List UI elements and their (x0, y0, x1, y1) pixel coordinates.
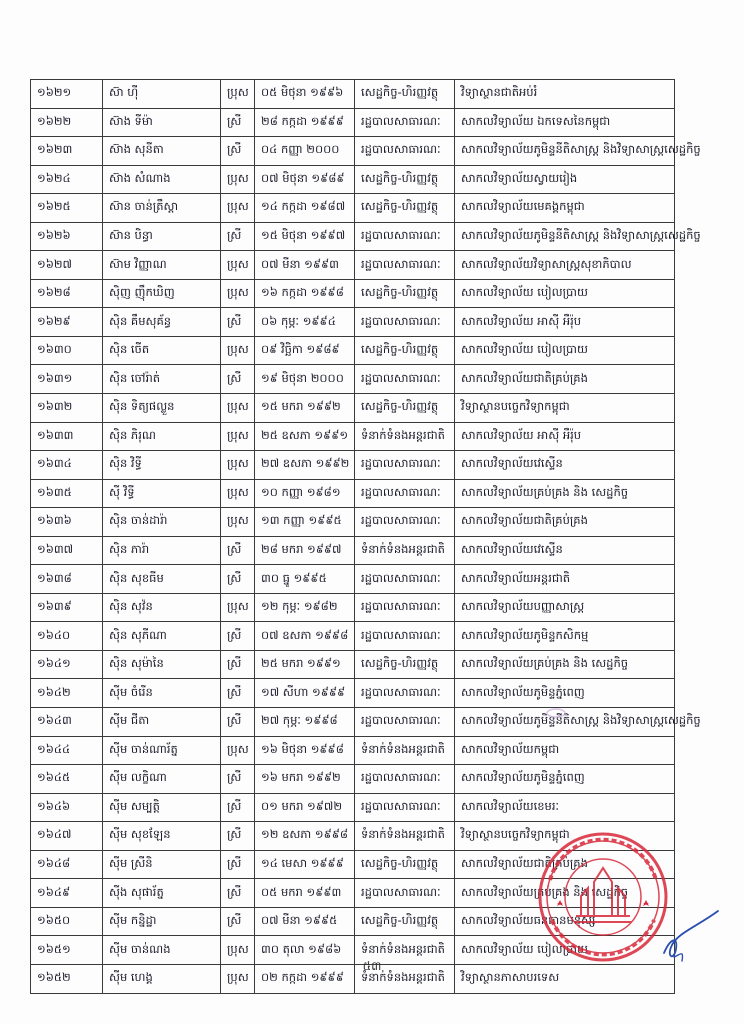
sex-cell: ស្រី (221, 308, 255, 337)
name-cell: ស៊ីម សុខឡែន (103, 822, 221, 851)
name-cell: ស៊ីម ចាន់ណង (103, 936, 221, 965)
name-cell: ស៊ាង ទីម៉ា (103, 108, 221, 137)
major-cell: សេដ្ឋកិច្ច-ហិរញ្ញវត្ថុ (355, 850, 455, 879)
page-number: ៥៣ (362, 959, 382, 973)
major-cell: រដ្ឋបាលសាធារណៈ (355, 251, 455, 280)
major-cell: រដ្ឋបាលសាធារណៈ (355, 708, 455, 737)
table-row (31, 565, 675, 594)
table-row (31, 793, 675, 822)
table-row (31, 508, 675, 537)
table-row (31, 80, 675, 109)
sex-cell: ប្រុស (221, 394, 255, 423)
row-number-cell: ១៦២៦ (31, 222, 103, 251)
sex-cell: ស្រី (221, 679, 255, 708)
sex-cell: ស្រី (221, 765, 255, 794)
row-number-cell: ១៦៥២ (31, 964, 103, 993)
institution-cell: សាកលវិទ្យាល័យបញ្ញាសាស្ត្រ (455, 593, 675, 622)
table-row (31, 308, 675, 337)
institution-cell: វិទ្យាស្ថានបច្ចេកវិទ្យាកម្ពុជា (455, 822, 675, 851)
name-cell: ស៊ិន ទិត្យផល្លួន (103, 394, 221, 423)
table-row (31, 165, 675, 194)
institution-cell: សាកលវិទ្យាល័យជាតិគ្រប់គ្រង (455, 850, 675, 879)
birth-date-cell: ១៥ មិថុនា ១៩៩៧ (255, 222, 355, 251)
table-row (31, 279, 675, 308)
major-cell: រដ្ឋបាលសាធារណៈ (355, 765, 455, 794)
institution-cell: សាកលវិទ្យាល័យវេស្ទើន (455, 451, 675, 480)
row-number-cell: ១៦៣៩ (31, 593, 103, 622)
row-number-cell: ១៦៤៣ (31, 708, 103, 737)
name-cell: ស៊ិន គឹមសុគ័ន្ធ (103, 308, 221, 337)
major-cell: រដ្ឋបាលសាធារណៈ (355, 451, 455, 480)
row-number-cell: ១៦៤៨ (31, 850, 103, 879)
institution-cell: វិទ្យាស្ថានបច្ចេកវិទ្យាកម្ពុជា (455, 394, 675, 423)
row-number-cell: ១៦២៣ (31, 137, 103, 166)
name-cell: ស៊ីង សុផារ័ត្ន (103, 879, 221, 908)
row-number-cell: ១៦៤៤ (31, 736, 103, 765)
major-cell: សេដ្ឋកិច្ច-ហិរញ្ញវត្ថុ (355, 650, 455, 679)
row-number-cell: ១៦២៩ (31, 308, 103, 337)
major-cell: រដ្ឋបាលសាធារណៈ (355, 479, 455, 508)
name-cell: ស៊ីម លក្ខិណា (103, 765, 221, 794)
table-row (31, 536, 675, 565)
name-cell: ស៊ាង សំណាង (103, 165, 221, 194)
sex-cell: ប្រុស (221, 165, 255, 194)
sex-cell: ស្រី (221, 879, 255, 908)
institution-cell: សាកលវិទ្យាល័យកម្ពុជា (455, 736, 675, 765)
name-cell: ស៊ាង សុនីតា (103, 137, 221, 166)
birth-date-cell: ១៧ សីហា ១៩៩៩ (255, 679, 355, 708)
institution-cell: សាកលវិទ្យាល័យស្វាយរៀង (455, 165, 675, 194)
name-cell: ស៊ិន សុវ៉ន (103, 593, 221, 622)
major-cell: សេដ្ឋកិច្ច-ហិរញ្ញវត្ថុ (355, 279, 455, 308)
institution-cell: សាកលវិទ្យាល័យធនធានមនុស្ស (455, 907, 675, 936)
institution-cell: សាកលវិទ្យាល័យ បៀលប្រាយ (455, 936, 675, 965)
row-number-cell: ១៦២២ (31, 108, 103, 137)
row-number-cell: ១៦៤៧ (31, 822, 103, 851)
institution-cell: សាកលវិទ្យាល័យ បៀលប្រាយ (455, 279, 675, 308)
name-cell: ស៊ិន ភិរុណ (103, 422, 221, 451)
table-row (31, 336, 675, 365)
sex-cell: ស្រី (221, 793, 255, 822)
sex-cell: ប្រុស (221, 736, 255, 765)
major-cell: សេដ្ឋកិច្ច-ហិរញ្ញវត្ថុ (355, 336, 455, 365)
row-number-cell: ១៦៣៥ (31, 479, 103, 508)
major-cell: រដ្ឋបាលសាធារណៈ (355, 222, 455, 251)
row-number-cell: ១៦៤០ (31, 622, 103, 651)
row-number-cell: ១៦៣៧ (31, 536, 103, 565)
major-cell: រដ្ឋបាលសាធារណៈ (355, 879, 455, 908)
major-cell: ទំនាក់ទំនងអន្តរជាតិ (355, 736, 455, 765)
row-number-cell: ១៦៣២ (31, 394, 103, 423)
sex-cell: ស្រី (221, 108, 255, 137)
birth-date-cell: ១៦ មករា ១៩៩២ (255, 765, 355, 794)
sex-cell: ប្រុស (221, 251, 255, 280)
name-cell: ស៊ាន ចាន់ត្រឹស្តា (103, 194, 221, 223)
institution-cell: សាកលវិទ្យាល័យភូមិន្ទនីតិសាស្ត្រ និងវិទ្យាសាស្ត្រសេដ្ឋកិច្ច (455, 708, 675, 737)
name-cell: ស៊ីម កន្និដ្ឋា (103, 907, 221, 936)
name-cell: ស៊ាម វិញ្ញាណ (103, 251, 221, 280)
sex-cell: ស្រី (221, 536, 255, 565)
table-row (31, 765, 675, 794)
table-row (31, 650, 675, 679)
birth-date-cell: ០៧ មិថុនា ១៩៨៩ (255, 165, 355, 194)
name-cell: ស៊ិន ភារ៉ា (103, 536, 221, 565)
major-cell: សេដ្ឋកិច្ច-ហិរញ្ញវត្ថុ (355, 194, 455, 223)
name-cell: ស៊ី វិទ្ធី (103, 479, 221, 508)
sex-cell: ប្រុស (221, 194, 255, 223)
institution-cell: សាកលវិទ្យាល័យជាតិគ្រប់គ្រង (455, 365, 675, 394)
birth-date-cell: ០៧ មីនា ១៩៩៣ (255, 251, 355, 280)
table-row (31, 451, 675, 480)
birth-date-cell: ១៤ កក្កដា ១៩៨៧ (255, 194, 355, 223)
sex-cell: ស្រី (221, 137, 255, 166)
sex-cell: ប្រុស (221, 80, 255, 109)
sex-cell: ស្រី (221, 907, 255, 936)
birth-date-cell: ០៦ កុម្ភៈ ១៩៩៤ (255, 308, 355, 337)
name-cell: ស៊ិញ ញ៉ឹកឃិញ (103, 279, 221, 308)
table-row (31, 593, 675, 622)
major-cell: រដ្ឋបាលសាធារណៈ (355, 622, 455, 651)
sex-cell: ស្រី (221, 822, 255, 851)
row-number-cell: ១៦៣១ (31, 365, 103, 394)
major-cell: រដ្ឋបាលសាធារណៈ (355, 679, 455, 708)
handwritten-signature (656, 905, 726, 967)
name-cell: ស៊ីម ស្រីនិ (103, 850, 221, 879)
name-cell: ស៊ីម ចំរើន (103, 679, 221, 708)
major-cell: រដ្ឋបាលសាធារណៈ (355, 565, 455, 594)
row-number-cell: ១៦៥០ (31, 907, 103, 936)
major-cell: ទំនាក់ទំនងអន្តរជាតិ (355, 964, 455, 993)
birth-date-cell: ០៧ មីនា ១៩៩៥ (255, 907, 355, 936)
row-number-cell: ១៦២៨ (31, 279, 103, 308)
row-number-cell: ១៦៤៩ (31, 879, 103, 908)
institution-cell: សាកលវិទ្យាល័យភូមិន្ទកសិកម្ម (455, 622, 675, 651)
major-cell: រដ្ឋបាលសាធារណៈ (355, 365, 455, 394)
institution-cell: សាកលវិទ្យាល័យគ្រប់គ្រង និង សេដ្ឋកិច្ច (455, 650, 675, 679)
institution-cell: សាកលវិទ្យាល័យវិទ្យាសាស្ត្រសុខាភិបាល (455, 251, 675, 280)
sex-cell: ស្រី (221, 650, 255, 679)
birth-date-cell: ២៥ ឧសភា ១៩៩១ (255, 422, 355, 451)
institution-cell: សាកលវិទ្យាល័យភូមិន្ទនីតិសាស្ត្រ និងវិទ្យាសាស្ត្រសេដ្ឋកិច្ច (455, 222, 675, 251)
major-cell: រដ្ឋបាលសាធារណៈ (355, 108, 455, 137)
major-cell: រដ្ឋបាលសាធារណៈ (355, 593, 455, 622)
name-cell: ស៊ិន សុខធីម (103, 565, 221, 594)
name-cell: ស៊ិន សុម៉ានៃ (103, 650, 221, 679)
table-row (31, 479, 675, 508)
row-number-cell: ១៦២៥ (31, 194, 103, 223)
name-cell: ស៊ិន សុភីណា (103, 622, 221, 651)
row-number-cell: ១៦៣៦ (31, 508, 103, 537)
row-number-cell: ១៦២១ (31, 80, 103, 109)
birth-date-cell: ១៣ កញ្ញា ១៩៩៥ (255, 508, 355, 537)
table-row (31, 222, 675, 251)
sex-cell: ប្រុស (221, 451, 255, 480)
birth-date-cell: ០៥ មិថុនា ១៩៩៦ (255, 80, 355, 109)
institution-cell: សាកលវិទ្យាល័យអន្តរជាតិ (455, 565, 675, 594)
birth-date-cell: ២៧ ឧសភា ១៩៩២ (255, 451, 355, 480)
sex-cell: ស្រី (221, 222, 255, 251)
name-cell: ស៊ាន បិន្ធា (103, 222, 221, 251)
institution-cell: សាកលវិទ្យាល័យវេស្ទើន (455, 536, 675, 565)
birth-date-cell: ០៧ ឧសភា ១៩៩៨ (255, 622, 355, 651)
name-cell: ស៊ីម ចាន់ណារ័ត្ន (103, 736, 221, 765)
birth-date-cell: ១៦ មិថុនា ១៩៩៨ (255, 736, 355, 765)
sex-cell: ស្រី (221, 708, 255, 737)
birth-date-cell: ១៩ មិថុនា ២០០០ (255, 365, 355, 394)
major-cell: រដ្ឋបាលសាធារណៈ (355, 793, 455, 822)
birth-date-cell: ០២ កក្កដា ១៩៩៩ (255, 964, 355, 993)
major-cell: សេដ្ឋកិច្ច-ហិរញ្ញវត្ថុ (355, 907, 455, 936)
name-cell: ស៊ិន ចៅរ៉ាត់ (103, 365, 221, 394)
name-cell: ស៊ា ហ៊ី (103, 80, 221, 109)
institution-cell: សាកលវិទ្យាល័យជាតិគ្រប់គ្រង (455, 508, 675, 537)
major-cell: សេដ្ឋកិច្ច-ហិរញ្ញវត្ថុ (355, 165, 455, 194)
institution-cell: សាកលវិទ្យាល័យ អាស៊ី អឺរ៉ុប (455, 308, 675, 337)
major-cell: រដ្ឋបាលសាធារណៈ (355, 137, 455, 166)
institution-cell: សាកលវិទ្យាល័យខេមរៈ (455, 793, 675, 822)
birth-date-cell: ១៥ មករា ១៩៩២ (255, 394, 355, 423)
sex-cell: ស្រី (221, 622, 255, 651)
sex-cell: ប្រុស (221, 508, 255, 537)
birth-date-cell: ០១ មករា ១៩៧២ (255, 793, 355, 822)
sex-cell: ស្រី (221, 565, 255, 594)
table-row (31, 736, 675, 765)
row-number-cell: ១៦៣៣ (31, 422, 103, 451)
table-row (31, 365, 675, 394)
sex-cell: ប្រុស (221, 936, 255, 965)
row-number-cell: ១៦៥១ (31, 936, 103, 965)
birth-date-cell: ២៨ មករា ១៩៩៧ (255, 536, 355, 565)
birth-date-cell: ០៩ វិច្ឆិកា ១៩៨៩ (255, 336, 355, 365)
birth-date-cell: ៣០ ធ្នូ ១៩៩៥ (255, 565, 355, 594)
row-number-cell: ១៦៣៤ (31, 451, 103, 480)
sex-cell: ប្រុស (221, 479, 255, 508)
institution-cell: សាកលវិទ្យាល័យគ្រប់គ្រង និង សេដ្ឋកិច្ច (455, 879, 675, 908)
table-row (31, 137, 675, 166)
name-cell: ស៊ិន វិទ្ធី (103, 451, 221, 480)
row-number-cell: ១៦៤៥ (31, 765, 103, 794)
table-row (31, 108, 675, 137)
institution-cell: សាកលវិទ្យាល័យភូមិន្ទភ្នំពេញ (455, 679, 675, 708)
name-cell: ស៊ីម សម្បត្តិ (103, 793, 221, 822)
table-row (31, 679, 675, 708)
birth-date-cell: ០៤ កញ្ញា ២០០០ (255, 137, 355, 166)
table-row (31, 194, 675, 223)
birth-date-cell: ១៤ មេសា ១៩៩៩ (255, 850, 355, 879)
sex-cell: ប្រុស (221, 422, 255, 451)
table-row (31, 394, 675, 423)
row-number-cell: ១៦៤១ (31, 650, 103, 679)
table-row (31, 422, 675, 451)
birth-date-cell: ១២ ឧសភា ១៩៩៨ (255, 822, 355, 851)
row-number-cell: ១៦២៧ (31, 251, 103, 280)
table-row (31, 622, 675, 651)
institution-cell: សាកលវិទ្យាល័យ បៀលប្រាយ (455, 336, 675, 365)
birth-date-cell: ១២ កុម្ភៈ ១៩៨២ (255, 593, 355, 622)
major-cell: ទំនាក់ទំនងអន្តរជាតិ (355, 936, 455, 965)
name-cell: ស៊ិន ចាន់ដារ៉ា (103, 508, 221, 537)
birth-date-cell: ១០ កញ្ញា ១៩៨១ (255, 479, 355, 508)
institution-cell: សាកលវិទ្យាល័យ ឯកទេសនៃកម្ពុជា (455, 108, 675, 137)
birth-date-cell: ០៥ មករា ១៩៩៣ (255, 879, 355, 908)
major-cell: ទំនាក់ទំនងអន្តរជាតិ (355, 422, 455, 451)
birth-date-cell: ២៧ កុម្ភៈ ១៩៩៨ (255, 708, 355, 737)
sex-cell: ប្រុស (221, 336, 255, 365)
row-number-cell: ១៦៣៨ (31, 565, 103, 594)
major-cell: ទំនាក់ទំនងអន្តរជាតិ (355, 822, 455, 851)
birth-date-cell: ១៦ កក្កដា ១៩៩៨ (255, 279, 355, 308)
sex-cell: ប្រុស (221, 593, 255, 622)
name-cell: ស៊ិន ចើត (103, 336, 221, 365)
sex-cell: ប្រុស (221, 279, 255, 308)
table-row (31, 708, 675, 737)
official-seal-stamp (536, 830, 670, 964)
institution-cell: សាកលវិទ្យាល័យភូមិន្ទភ្នំពេញ (455, 765, 675, 794)
major-cell: រដ្ឋបាលសាធារណៈ (355, 508, 455, 537)
major-cell: សេដ្ឋកិច្ច-ហិរញ្ញវត្ថុ (355, 80, 455, 109)
row-number-cell: ១៦៤២ (31, 679, 103, 708)
major-cell: ទំនាក់ទំនងអន្តរជាតិ (355, 536, 455, 565)
institution-cell: សាកលវិទ្យាល័យភូមិន្ទនីតិសាស្ត្រ និងវិទ្យាសាស្ត្រសេដ្ឋកិច្ច (455, 137, 675, 166)
birth-date-cell: ២៨ កក្កដា ១៩៩៩ (255, 108, 355, 137)
table-row (31, 251, 675, 280)
sex-cell: ស្រី (221, 365, 255, 394)
sex-cell: ស្រី (221, 850, 255, 879)
sex-cell: ប្រុស (221, 964, 255, 993)
major-cell: រដ្ឋបាលសាធារណៈ (355, 308, 455, 337)
birth-date-cell: ២៥ មករា ១៩៩១ (255, 650, 355, 679)
ink-smudge (545, 707, 567, 719)
institution-cell: វិទ្យាស្ថានជាតិអប់រំ (455, 80, 675, 109)
row-number-cell: ១៦៤៦ (31, 793, 103, 822)
institution-cell: សាកលវិទ្យាល័យមេគង្គកម្ពុជា (455, 194, 675, 223)
row-number-cell: ១៦៣០ (31, 336, 103, 365)
institution-cell: សាកលវិទ្យាល័យ អាស៊ី អឺរ៉ុប (455, 422, 675, 451)
row-number-cell: ១៦២៤ (31, 165, 103, 194)
institution-cell: សាកលវិទ្យាល័យគ្រប់គ្រង និង សេដ្ឋកិច្ច (455, 479, 675, 508)
birth-date-cell: ៣០ តុលា ១៩៨៦ (255, 936, 355, 965)
name-cell: ស៊ីម ជីតា (103, 708, 221, 737)
name-cell: ស៊ីម ហេង្គ (103, 964, 221, 993)
major-cell: សេដ្ឋកិច្ច-ហិរញ្ញវត្ថុ (355, 394, 455, 423)
institution-cell: វិទ្យាស្ថានភាសាបរទេស (455, 964, 675, 993)
